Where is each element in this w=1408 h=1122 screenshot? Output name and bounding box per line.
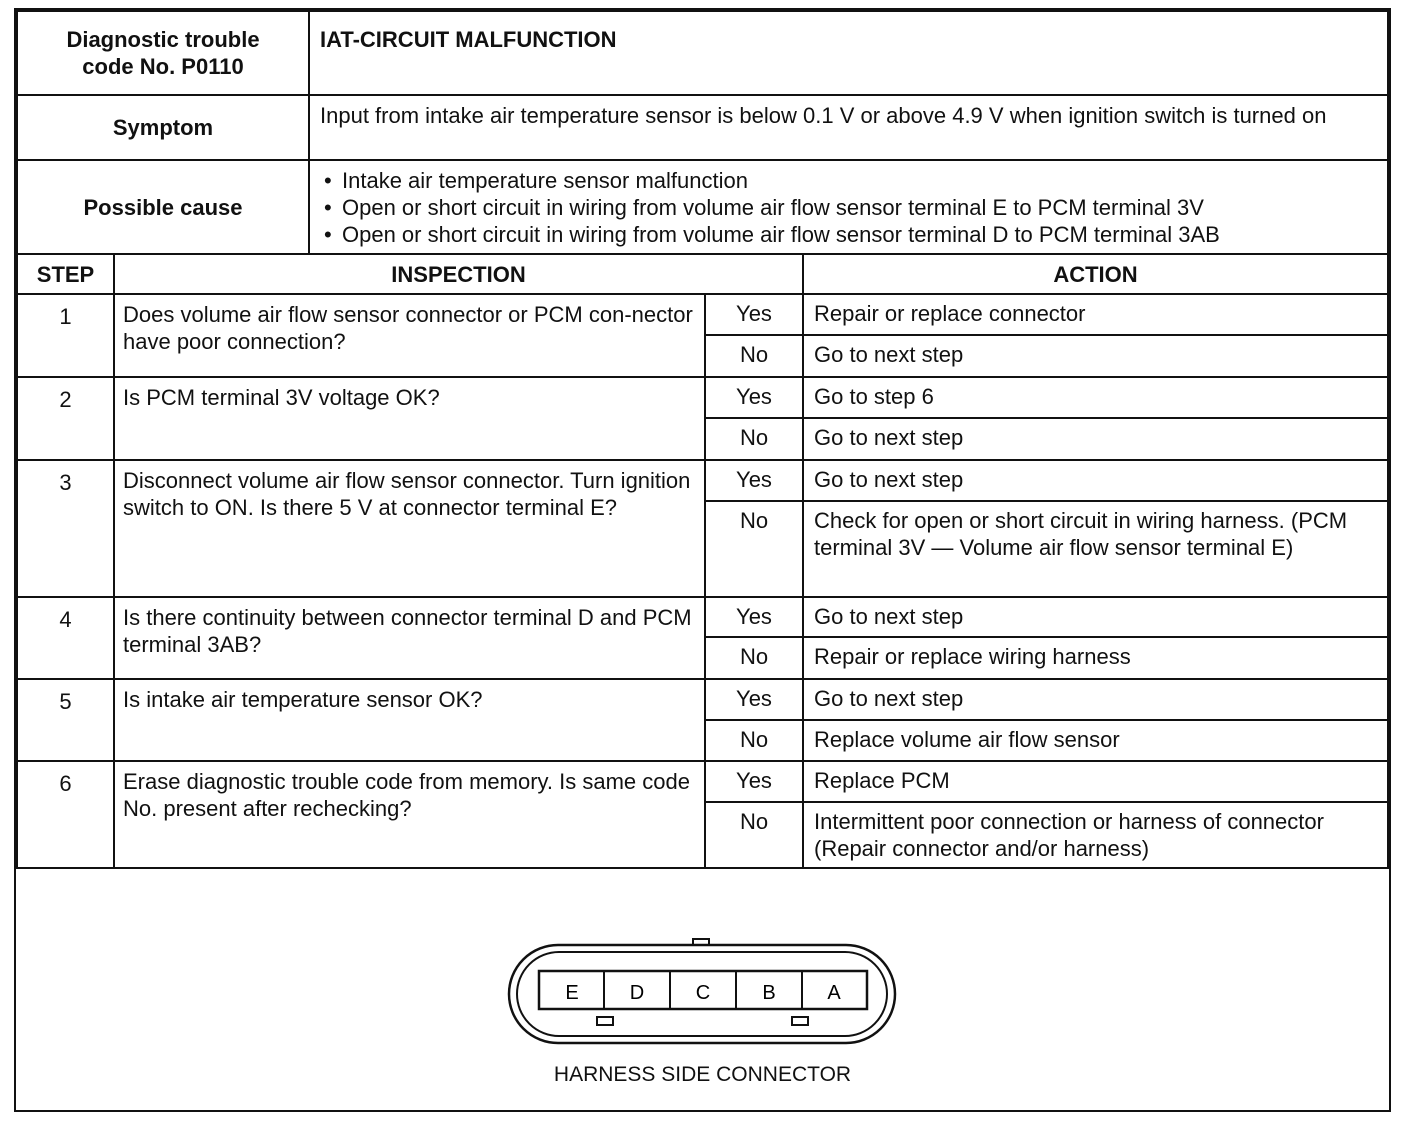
table-row <box>17 460 1388 501</box>
no-label: No <box>705 802 803 868</box>
step-inspection: Erase diagnostic trouble code from memory. Is same code No. present after rechecking? <box>114 761 705 868</box>
no-action: Replace volume air flow sensor <box>803 720 1388 761</box>
harness-connector-drawing <box>16 863 1389 1063</box>
table-row <box>17 597 1388 637</box>
col-step: STEP <box>17 254 114 294</box>
yes-label: Yes <box>705 294 803 335</box>
yes-action: Replace PCM <box>803 761 1388 802</box>
steps-table <box>16 253 1389 869</box>
step-inspection: Is there continuity between connector terminal D and PCM terminal 3AB? <box>114 597 705 679</box>
connector-caption: HARNESS SIDE CONNECTOR <box>553 1063 852 1086</box>
cause-label: Possible cause <box>17 160 309 254</box>
dtc-label-line1: Diagnostic trouble <box>66 27 260 52</box>
step-inspection: Does volume air flow sensor connector or PCM con-nector have poor connection? <box>114 294 705 377</box>
col-action: ACTION <box>803 254 1388 294</box>
col-inspection: INSPECTION <box>114 254 803 294</box>
yes-action: Go to next step <box>803 597 1388 637</box>
no-action: Go to next step <box>803 418 1388 460</box>
step-number: 6 <box>17 761 114 868</box>
step-inspection: Is intake air temperature sensor OK? <box>114 679 705 761</box>
yes-label: Yes <box>705 679 803 720</box>
no-label: No <box>705 418 803 460</box>
yes-action: Go to next step <box>803 679 1388 720</box>
dtc-label-cell <box>17 11 309 95</box>
terminal-label-b: B <box>762 982 776 1004</box>
no-label: No <box>705 335 803 377</box>
no-action: Check for open or short circuit in wiring harness. (PCM terminal 3V — Volume air flow sensor terminal E) <box>803 501 1388 597</box>
step-number: 2 <box>17 377 114 460</box>
step-inspection: Is PCM terminal 3V voltage OK? <box>114 377 705 460</box>
terminal-label-e: E <box>565 982 579 1004</box>
terminal-label-a: A <box>827 982 841 1004</box>
cause-item: • Open or short circuit in wiring from volume air flow sensor terminal D to PCM terminal 3AB <box>320 221 1377 248</box>
table-row <box>17 377 1388 418</box>
dtc-title: IAT-CIRCUIT MALFUNCTION <box>309 11 1388 95</box>
table-row <box>17 679 1388 720</box>
yes-action: Go to next step <box>803 460 1388 501</box>
dtc-label-line2: code No. P0110 <box>82 54 244 79</box>
terminal-label-c: C <box>695 982 711 1004</box>
step-number: 3 <box>17 460 114 597</box>
terminal-label-d: D <box>629 982 645 1004</box>
no-action: Go to next step <box>803 335 1388 377</box>
step-inspection: Disconnect volume air flow sensor connector. Turn ignition switch to ON. Is there 5 V at connector terminal E? <box>114 460 705 597</box>
yes-label: Yes <box>705 761 803 802</box>
no-label: No <box>705 720 803 761</box>
cause-cell <box>309 160 1388 254</box>
table-row <box>17 761 1388 802</box>
yes-label: Yes <box>705 460 803 501</box>
header-table <box>16 10 1389 255</box>
symptom-text: Input from intake air temperature sensor is below 0.1 V or above 4.9 V when ignition switch is turned on <box>309 95 1388 160</box>
no-action: Intermittent poor connection or harness of connector (Repair connector and/or harness) <box>803 802 1388 868</box>
table-row <box>17 294 1388 335</box>
cause-item: • Intake air temperature sensor malfunction <box>320 167 1377 194</box>
diagnostic-sheet <box>14 8 1391 1112</box>
yes-action: Repair or replace connector <box>803 294 1388 335</box>
yes-label: Yes <box>705 597 803 637</box>
cause-list <box>320 167 1377 248</box>
no-label: No <box>705 637 803 679</box>
step-number: 4 <box>17 597 114 679</box>
connector-diagram <box>16 863 1389 1110</box>
symptom-label: Symptom <box>17 95 309 160</box>
key-notch-shape <box>792 1017 808 1025</box>
key-notch-shape <box>597 1017 613 1025</box>
yes-label: Yes <box>705 377 803 418</box>
step-number: 5 <box>17 679 114 761</box>
yes-action: Go to step 6 <box>803 377 1388 418</box>
step-number: 1 <box>17 294 114 377</box>
cause-item: • Open or short circuit in wiring from volume air flow sensor terminal E to PCM terminal 3V <box>320 194 1377 221</box>
no-action: Repair or replace wiring harness <box>803 637 1388 679</box>
no-label: No <box>705 501 803 597</box>
